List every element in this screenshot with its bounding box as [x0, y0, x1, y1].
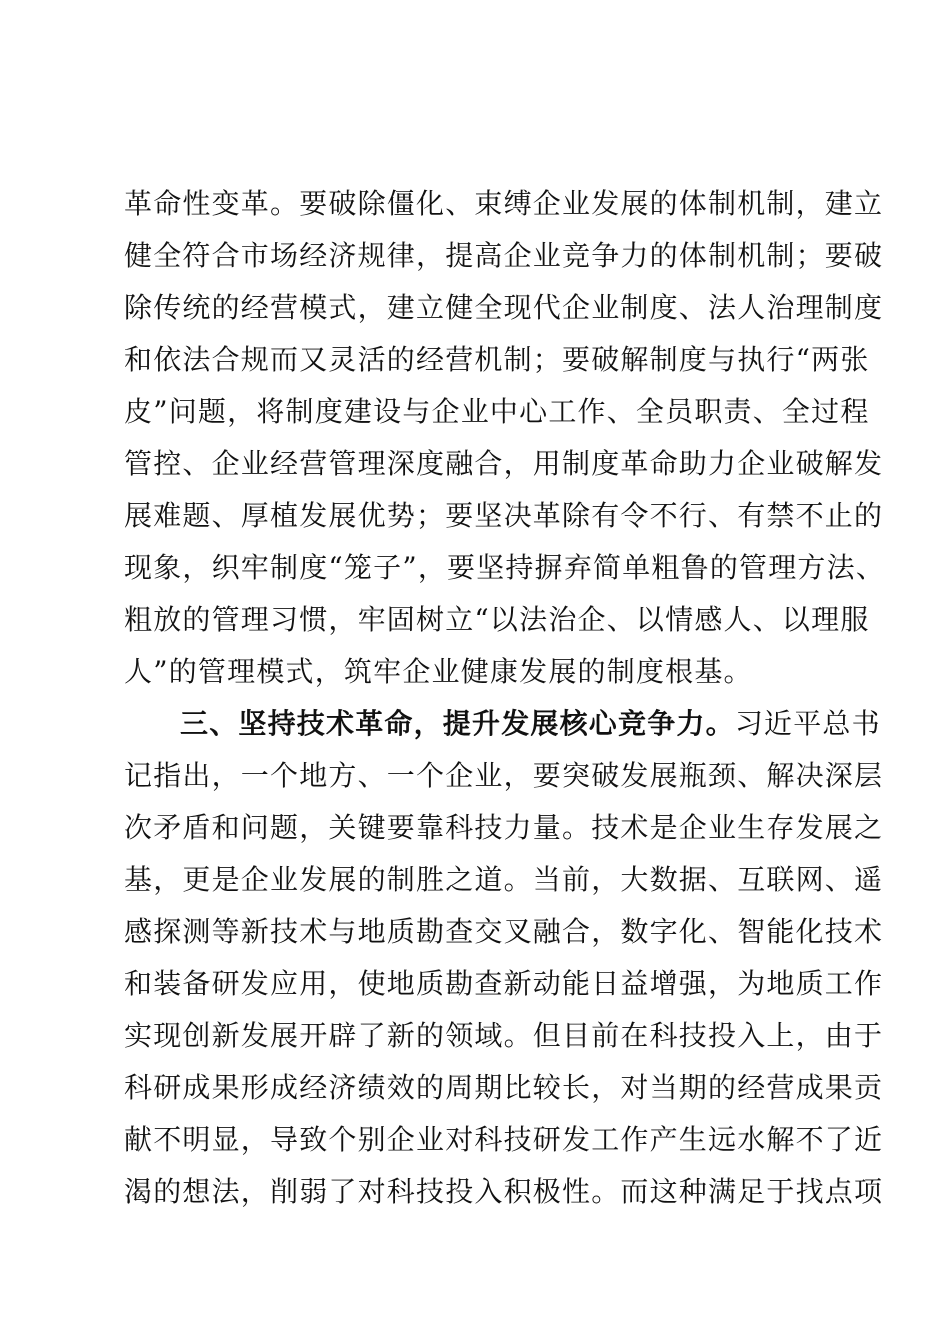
body-line: 科研成果形成经济绩效的周期比较长，对当期的经营成果贡: [124, 1071, 884, 1104]
body-line: 展难题、厚植发展优势；要坚决革除有令不行、有禁不止的: [124, 499, 884, 532]
body-line: 渴的想法，削弱了对科技投入积极性。而这种满足于找点项: [124, 1175, 884, 1208]
body-line: 除传统的经营模式，建立健全现代企业制度、法人治理制度: [124, 291, 884, 324]
body-line: 献不明显，导致个别企业对科技研发工作产生远水解不了近: [124, 1123, 884, 1156]
body-line: 次矛盾和问题，关键要靠科技力量。技术是企业生存发展之: [124, 811, 884, 844]
body-line: 健全符合市场经济规律，提高企业竞争力的体制机制；要破: [124, 239, 884, 272]
section-3-first-line-text: 习近平总书: [734, 707, 881, 740]
body-line: 和依法合规而又灵活的经营机制；要破解制度与执行“两张: [124, 343, 870, 376]
body-line: 现象，织牢制度“笼子”，要坚持摒弃简单粗鲁的管理方法、: [124, 551, 886, 584]
section-3-first-line: [180, 704, 881, 744]
body-line: 革命性变革。要破除僵化、束缚企业发展的体制机制，建立: [124, 187, 884, 220]
body-line: 皮”问题，将制度建设与企业中心工作、全员职责、全过程: [124, 395, 870, 428]
section-3-heading: 三、坚持技术革命，提升发展核心竞争力。: [180, 707, 735, 740]
body-line: 管控、企业经营管理深度融合，用制度革命助力企业破解发: [124, 447, 884, 480]
body-line: 人”的管理模式，筑牢企业健康发展的制度根基。: [124, 655, 753, 688]
body-line: 感探测等新技术与地质勘查交叉融合，数字化、智能化技术: [124, 915, 884, 948]
body-line: 粗放的管理习惯，牢固树立“以法治企、以情感人、以理服: [124, 603, 870, 636]
body-line: 和装备研发应用，使地质勘查新动能日益增强，为地质工作: [124, 967, 884, 1000]
body-line: 记指出，一个地方、一个企业，要突破发展瓶颈、解决深层: [124, 759, 884, 792]
body-line: 基，更是企业发展的制胜之道。当前，大数据、互联网、遥: [124, 863, 884, 896]
body-line: 实现创新发展开辟了新的领域。但目前在科技投入上，由于: [124, 1019, 884, 1052]
